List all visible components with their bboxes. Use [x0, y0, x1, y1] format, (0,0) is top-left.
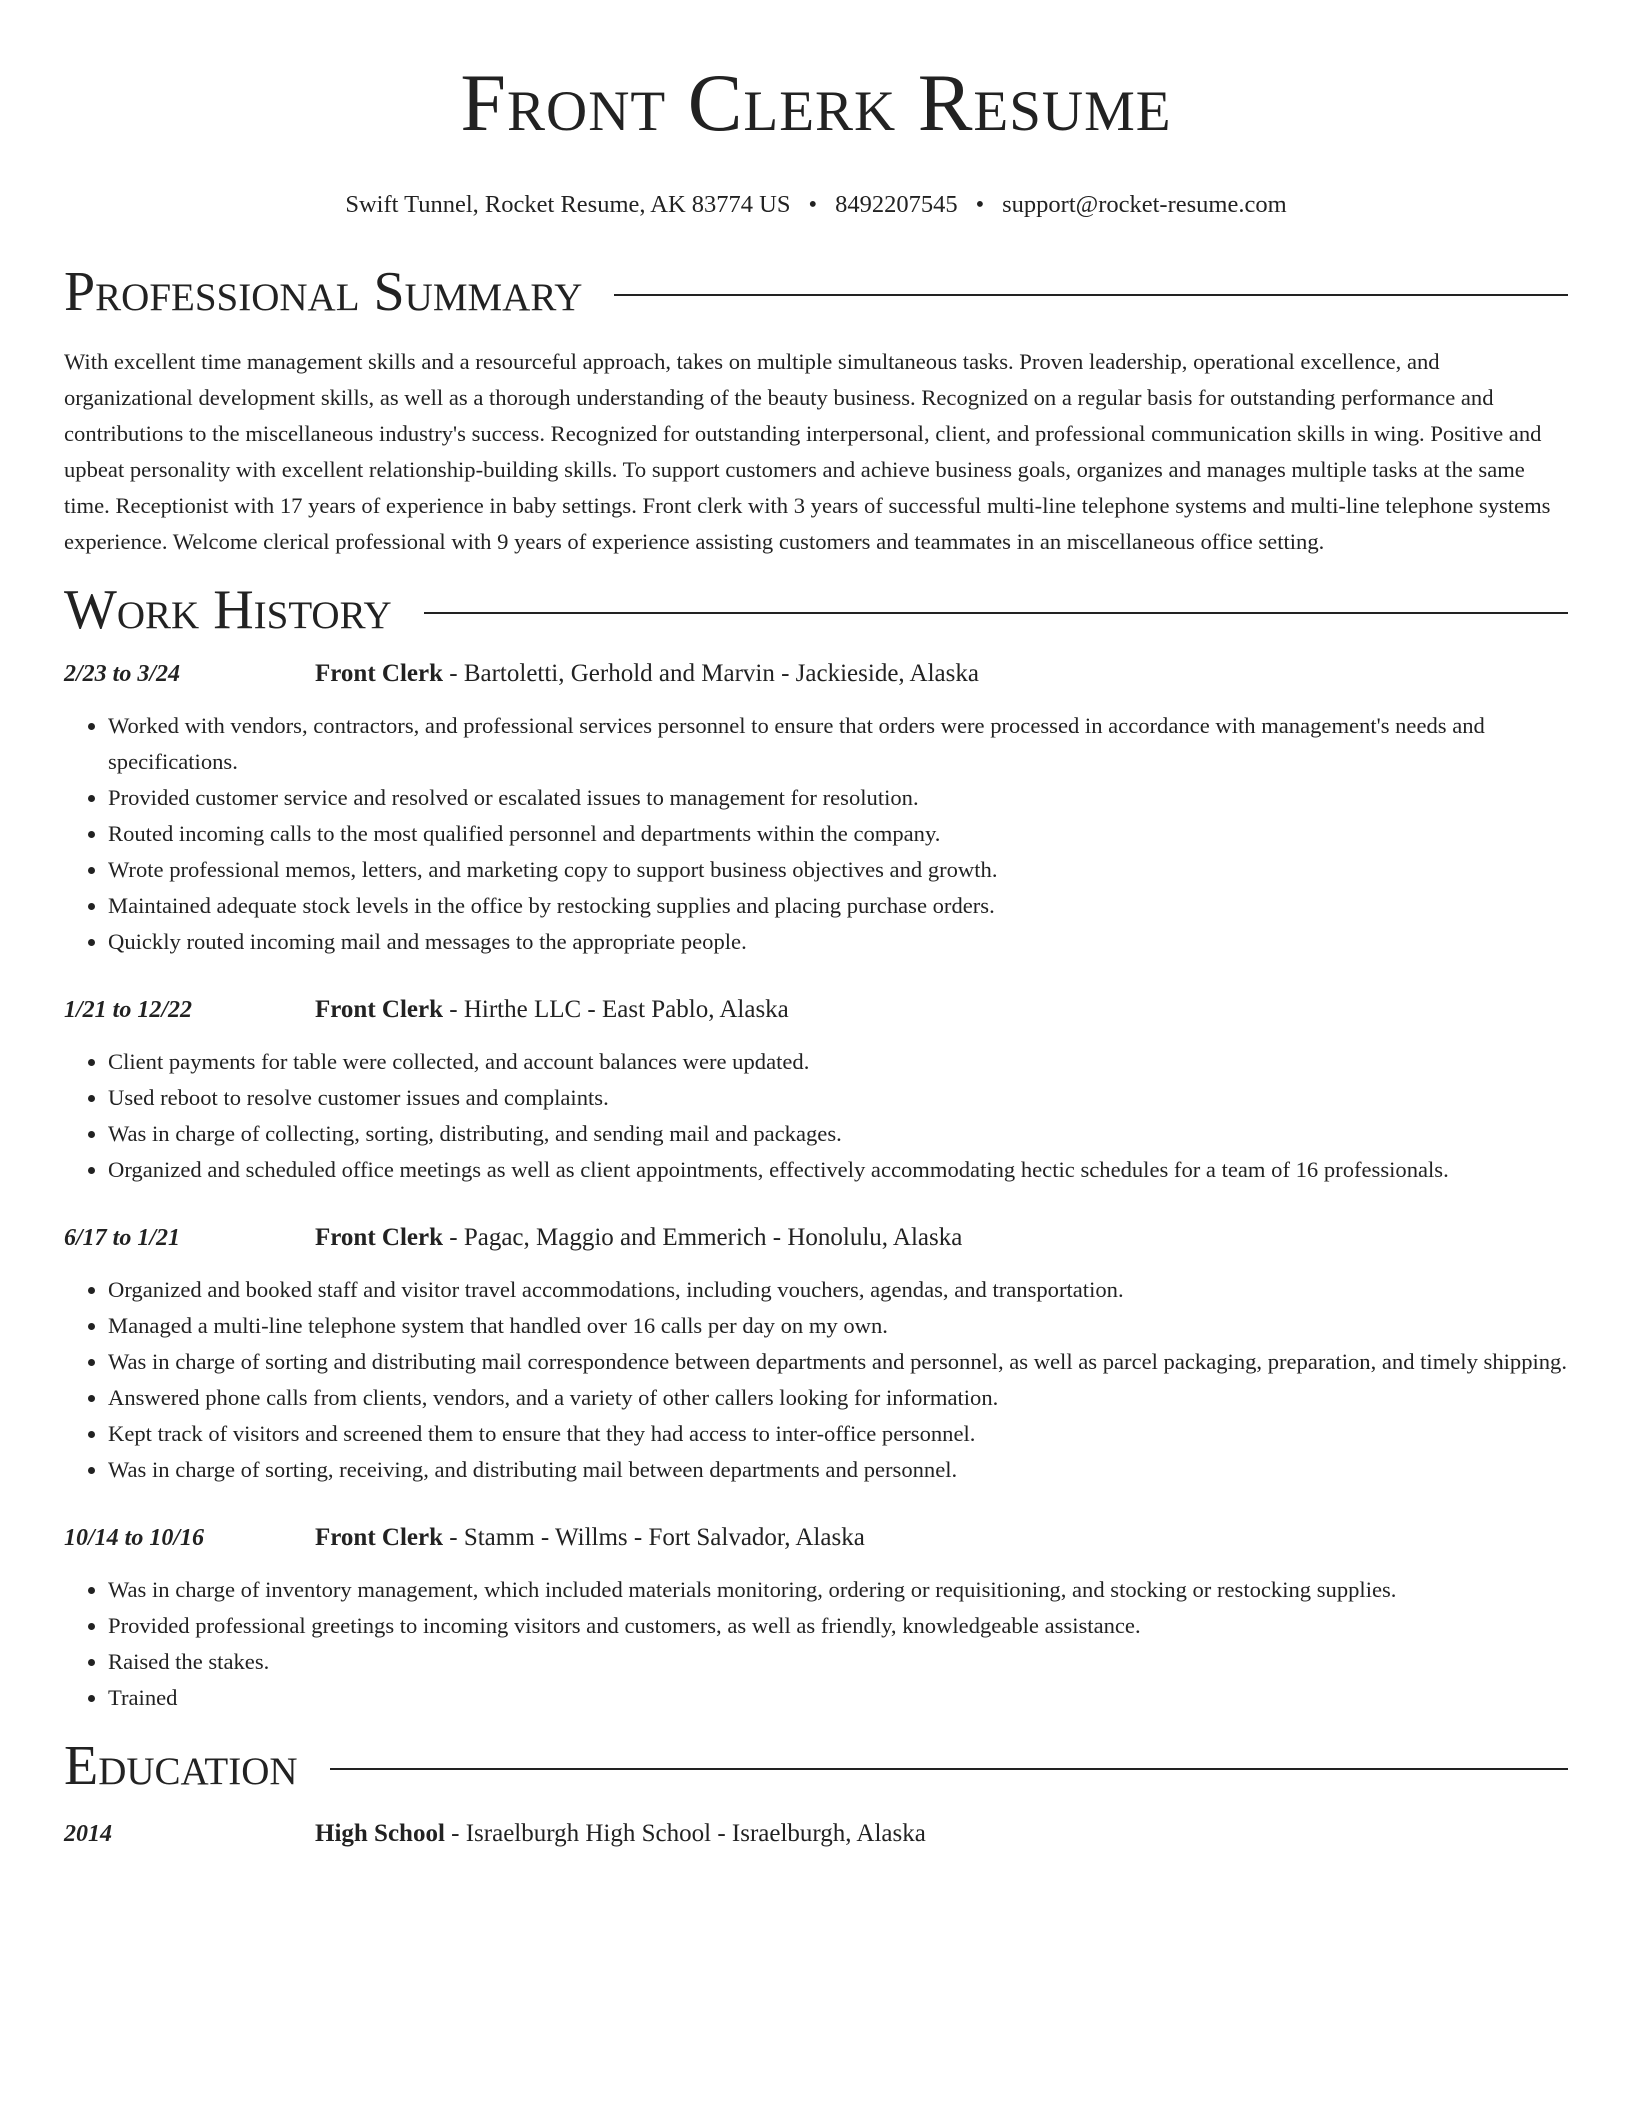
- job-header: [64, 994, 1568, 1026]
- education-list: [64, 1818, 1568, 1850]
- work-section-title: Work History: [64, 579, 392, 641]
- job-bullet: • Used reboot to resolve customer issues and complaints.: [108, 1080, 1568, 1116]
- job-bullet: • Provided customer service and resolved or escalated issues to management for resolution.: [108, 780, 1568, 816]
- job-bullet: • Worked with vendors, contractors, and professional services personnel to ensure that orders were processed in accordance with management's needs and specifications.: [108, 708, 1568, 780]
- job-bullet: • Managed a multi-line telephone system that handled over 16 calls per day on my own.: [108, 1308, 1568, 1344]
- job-dates: 2/23 to 3/24: [64, 661, 181, 687]
- job-header: [64, 1522, 1568, 1554]
- section-divider: [330, 1768, 1568, 1770]
- job-bullet: • Quickly routed incoming mail and messages to the appropriate people.: [108, 924, 1568, 960]
- job-company-location: - Hirthe LLC - East Pablo, Alaska: [443, 996, 789, 1023]
- education-school-location: - Israelburgh High School - Israelburgh, Alaska: [444, 1820, 926, 1847]
- job-title-line: [315, 1522, 865, 1554]
- education-entry: [64, 1818, 1568, 1850]
- job-header: [64, 1222, 1568, 1254]
- job-dates: 10/14 to 10/16: [64, 1525, 205, 1551]
- job-bullet: • Was in charge of sorting and distributing mail correspondence between departments and personnel, as well as parcel packaging, preparation, and timely shipping.: [108, 1344, 1568, 1380]
- email: support@rocket-resume.com: [1002, 191, 1287, 218]
- job-bullet: • Was in charge of collecting, sorting, distributing, and sending mail and packages.: [108, 1116, 1568, 1152]
- education-dates: 2014: [64, 1821, 112, 1847]
- address: Swift Tunnel, Rocket Resume, AK 83774 US: [345, 191, 791, 218]
- work-section-header: [64, 580, 1568, 640]
- job-entry: [64, 994, 1568, 1188]
- job-title-line: [315, 1222, 962, 1254]
- contact-separator: •: [808, 191, 818, 218]
- job-bullet: • Trained: [108, 1680, 1568, 1716]
- job-bullet: • Was in charge of sorting, receiving, and distributing mail between departments and personnel.: [108, 1452, 1568, 1488]
- job-title-line: [315, 658, 979, 690]
- job-bullets: [64, 1272, 1568, 1488]
- education-section-header: [64, 1736, 1568, 1796]
- job-company-location: - Bartoletti, Gerhold and Marvin - Jackieside, Alaska: [443, 660, 979, 687]
- job-title-line: [315, 994, 789, 1026]
- section-divider: [614, 294, 1568, 296]
- phone: 8492207545: [835, 191, 958, 218]
- job-bullets: [64, 708, 1568, 960]
- job-role: Front Clerk: [315, 996, 443, 1023]
- job-role: Front Clerk: [315, 660, 443, 687]
- job-bullet: • Kept track of visitors and screened them to ensure that they had access to inter-office personnel.: [108, 1416, 1568, 1452]
- job-bullet: • Answered phone calls from clients, vendors, and a variety of other callers looking for information.: [108, 1380, 1568, 1416]
- job-bullet: • Organized and booked staff and visitor travel accommodations, including vouchers, agendas, and transportation.: [108, 1272, 1568, 1308]
- job-bullet: • Wrote professional memos, letters, and marketing copy to support business objectives and growth.: [108, 852, 1568, 888]
- job-company-location: - Pagac, Maggio and Emmerich - Honolulu, Alaska: [443, 1224, 963, 1251]
- summary-section-title: Professional Summary: [64, 261, 583, 323]
- job-bullet: • Organized and scheduled office meetings as well as client appointments, effectively accommodating hectic schedules for a team of 16 professionals.: [108, 1152, 1568, 1188]
- job-role: Front Clerk: [315, 1524, 443, 1551]
- education-section-title: Education: [64, 1735, 298, 1797]
- contact-separator: •: [975, 191, 985, 218]
- job-bullet: • Provided professional greetings to incoming visitors and customers, as well as friendly, knowledgeable assistance.: [108, 1608, 1568, 1644]
- job-bullet: • Maintained adequate stock levels in the office by restocking supplies and placing purchase orders.: [108, 888, 1568, 924]
- job-header: [64, 658, 1568, 690]
- section-divider: [424, 612, 1568, 614]
- job-bullet: • Was in charge of inventory management, which included materials monitoring, ordering or requisitioning, and stocking or restocking supplies.: [108, 1572, 1568, 1608]
- job-entry: [64, 658, 1568, 960]
- job-list: [64, 658, 1568, 1716]
- contact-line: [64, 190, 1568, 220]
- summary-text: With excellent time management skills and a resourceful approach, takes on multiple simultaneous tasks. Proven leadership, operational excellence, and organizational development skills, as well as a thorough understanding of the beauty business. Recognized on a regular basis for outstanding performance and contributions to the miscellaneous industry's success. Recognized for outstanding interpersonal, client, and professional communication skills in wing. Positive and upbeat personality with excellent relationship-building skills. To support customers and achieve business goals, organizes and manages multiple tasks at the same time. Receptionist with 17 years of experience in baby settings. Front clerk with 3 years of successful multi-line telephone systems and multi-line telephone systems experience. Welcome clerical professional with 9 years of experience assisting customers and teammates in an miscellaneous office setting.: [64, 349, 1551, 554]
- summary-section-header: [64, 262, 1568, 322]
- job-bullet: • Raised the stakes.: [108, 1644, 1568, 1680]
- job-bullets: [64, 1572, 1568, 1716]
- job-entry: [64, 1222, 1568, 1488]
- job-dates: 1/21 to 12/22: [64, 997, 193, 1023]
- job-dates: 6/17 to 1/21: [64, 1225, 181, 1251]
- education-title-line: [315, 1818, 926, 1850]
- job-company-location: - Stamm - Willms - Fort Salvador, Alaska: [443, 1524, 865, 1551]
- job-bullet: • Client payments for table were collected, and account balances were updated.: [108, 1044, 1568, 1080]
- job-role: Front Clerk: [315, 1224, 443, 1251]
- resume-title: Front Clerk Resume: [460, 57, 1172, 148]
- job-bullet: • Routed incoming calls to the most qualified personnel and departments within the company.: [108, 816, 1568, 852]
- job-entry: [64, 1522, 1568, 1716]
- education-degree: High School: [315, 1820, 445, 1847]
- job-bullets: [64, 1044, 1568, 1188]
